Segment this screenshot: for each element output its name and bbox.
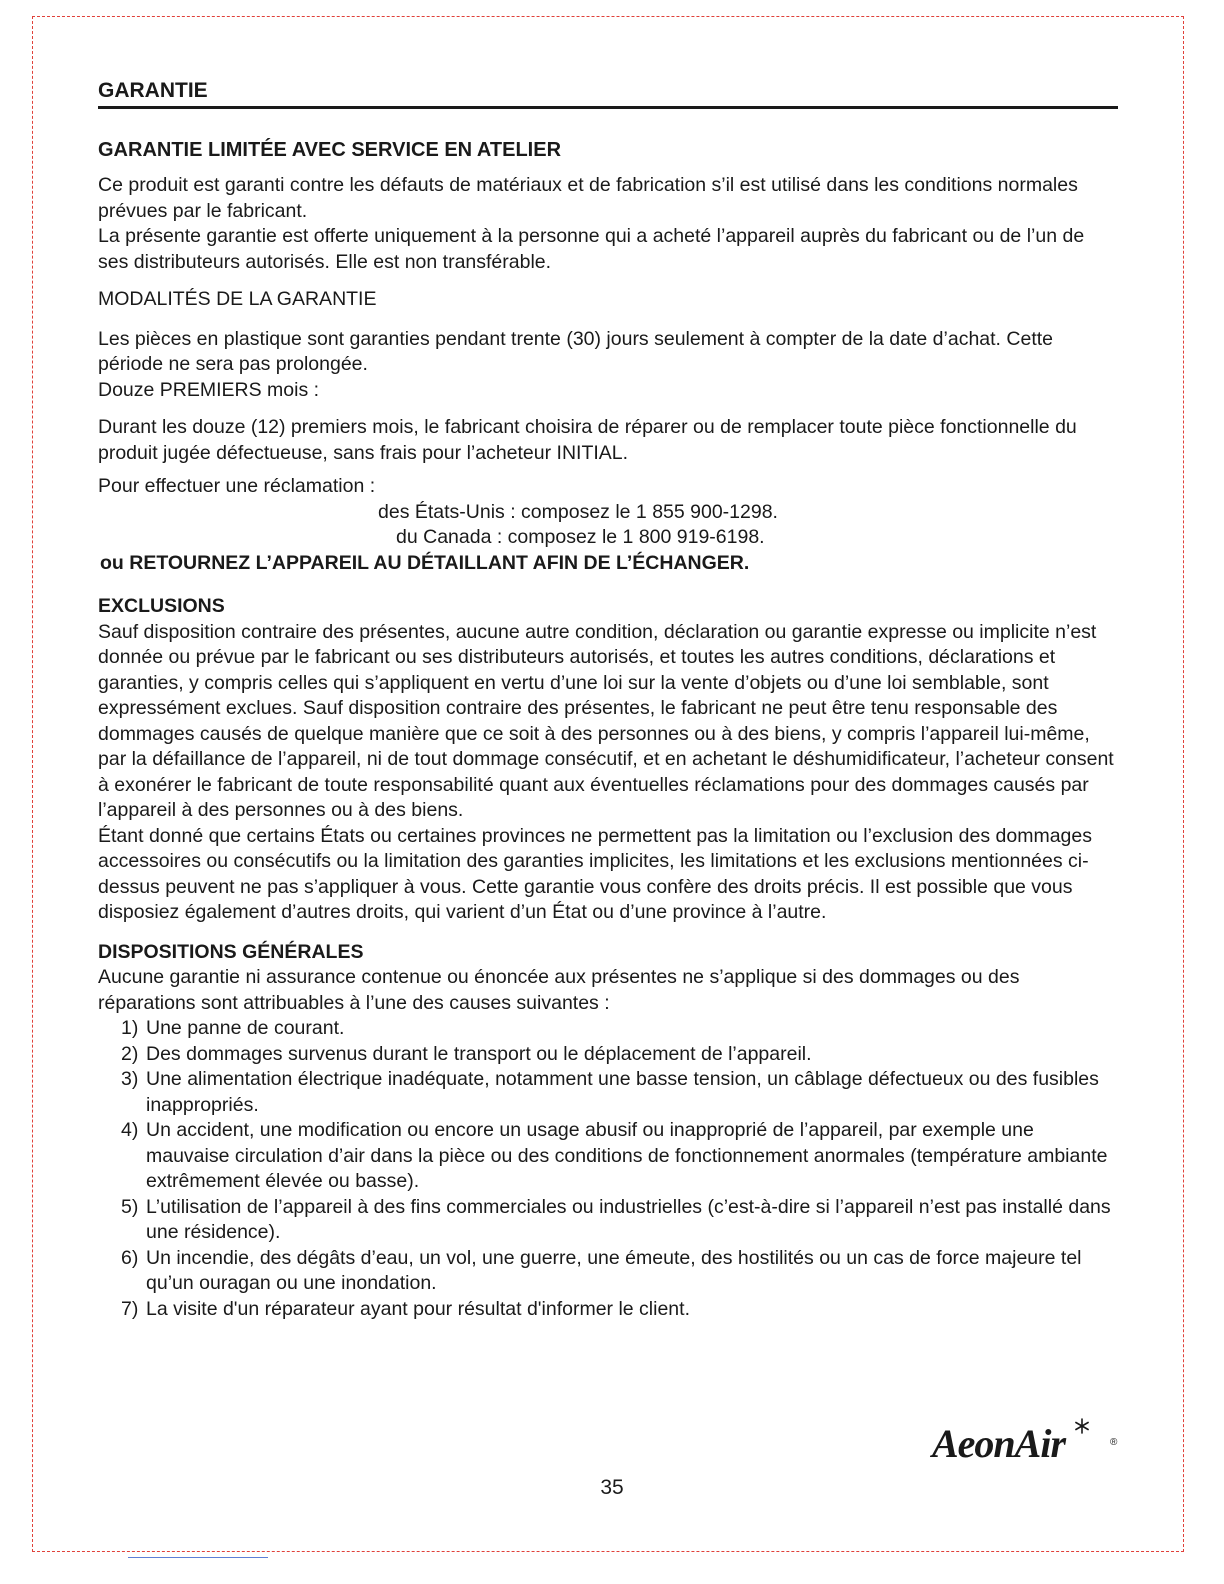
- page-title: GARANTIE: [98, 78, 1118, 109]
- general-intro: Aucune garantie ni assurance contenue ou énoncée aux présentes ne s’applique si des dommages ou des réparations sont attribuables à l’une des causes suivantes :: [98, 966, 1020, 1014]
- footer-divider: [128, 1557, 268, 1558]
- modalites-paragraph-1: Les pièces en plastique sont garanties pendant trente (30) jours seulement à compter de la date d’achat. Cette période ne sera pas prolongée.: [98, 327, 1054, 375]
- modalites-paragraph-2: Douze PREMIERS mois :: [98, 378, 320, 401]
- intro-paragraph-2: La présente garantie est offerte uniquement à la personne qui a acheté l’appareil auprès du fabricant ou de l’un de ses distributeurs autorisés. Elle est non transférable.: [98, 225, 1085, 273]
- exclusions-paragraph-2: Étant donné que certains États ou certaines provinces ne permettent pas la limitation ou l’exclusion des dommages accessoires ou consécutifs ou la limitation des garanties implicites, les limitations et les exclusions mentionnées ci-dessus peuvent ne pas s’appliquer à vous. Cette garantie vous confère des droits précis. Il est possible que vous disposiez également d’autres droits, qui varient d’un État ou d’une province à l’autre.: [98, 824, 1092, 923]
- section-subtitle: GARANTIE LIMITÉE AVEC SERVICE EN ATELIER: [98, 139, 562, 161]
- list-item: 3) Une alimentation électrique inadéquate, notamment une basse tension, un câblage défectueux ou des fusibles inappropriés.: [121, 1068, 1099, 1116]
- phone-canada: du Canada : composez le 1 800 919-6198.: [396, 526, 765, 548]
- modalites-paragraph-3: Durant les douze (12) premiers mois, le fabricant choisira de réparer ou de remplacer toute pièce fonctionnelle du produit jugée défectueuse, sans frais pour l’acheteur INITIAL.: [98, 416, 1077, 464]
- intro-paragraph-1: Ce produit est garanti contre les défauts de matériaux et de fabrication s’il est utilisé dans les conditions normales prévues par le fabricant.: [98, 174, 1078, 222]
- list-item: 1) Une panne de courant.: [121, 1017, 345, 1039]
- aeonair-logo: [932, 1418, 1122, 1470]
- list-item: 4) Un accident, une modification ou encore un usage abusif ou inapproprié de l’appareil, par exemple une mauvaise circulation d’air dans la pièce ou des conditions de fonctionnement anormales (température ambiante extrêmement élevée ou basse).: [121, 1119, 1108, 1192]
- list-item: 6) Un incendie, des dégâts d’eau, un vol, une guerre, une émeute, des hostilités ou un cas de force majeure tel qu’un ouragan ou une inondation.: [121, 1246, 1082, 1294]
- warranty-content: [98, 78, 1118, 1322]
- reclamation-intro: Pour effectuer une réclamation :: [98, 475, 376, 497]
- list-item: 2) Des dommages survenus durant le transport ou le déplacement de l’appareil.: [121, 1042, 812, 1065]
- logo-wordmark: AeonAir: [932, 1421, 1066, 1466]
- list-item: 5) L’utilisation de l’appareil à des fins commerciales ou industrielles (c’est-à-dire si l’appareil n’est pas installé dans une résidence).: [121, 1195, 1111, 1243]
- causes-list: [98, 1016, 1118, 1322]
- page-number: 35: [600, 1476, 624, 1499]
- exclusions-paragraph-1: Sauf disposition contraire des présentes, aucune autre condition, déclaration ou garantie expresse ou implicite n’est donnée ou prévue par le fabricant ou ses distributeurs autorisés, et toutes les autres conditions, déclarations et garanties, y compris celles qui s’appliquent en vertu d’une loi sur la vente d’objets ou d’une loi semblable, sont expressément exclues. Sauf disposition contraire des présentes, le fabricant ne peut être tenu responsable des dommages causés de quelque manière que ce soit à des personnes ou à des biens, y compris l’appareil lui-même, par la défaillance de l’appareil, ni de tout dommage consécutif, et en achetant le déshumidificateur, l’acheteur consent à exonérer le fabricant de toute responsabilité quant aux éventuelles réclamations pour des dommages causés par l’appareil à des personnes ou à des biens.: [98, 620, 1114, 821]
- exclusions-heading: EXCLUSIONS: [98, 595, 225, 617]
- return-instruction: ou RETOURNEZ L’APPAREIL AU DÉTAILLANT AFIN DE L’ÉCHANGER.: [100, 551, 750, 574]
- phone-us: des États-Unis : composez le 1 855 900-1298.: [378, 500, 778, 523]
- snowflake-icon: [1074, 1418, 1090, 1434]
- general-heading: DISPOSITIONS GÉNÉRALES: [98, 940, 364, 963]
- list-item: 7) La visite d'un réparateur ayant pour résultat d'informer le client.: [121, 1297, 690, 1320]
- registered-mark: ®: [1110, 1437, 1118, 1448]
- modalites-heading: MODALITÉS DE LA GARANTIE: [98, 288, 377, 310]
